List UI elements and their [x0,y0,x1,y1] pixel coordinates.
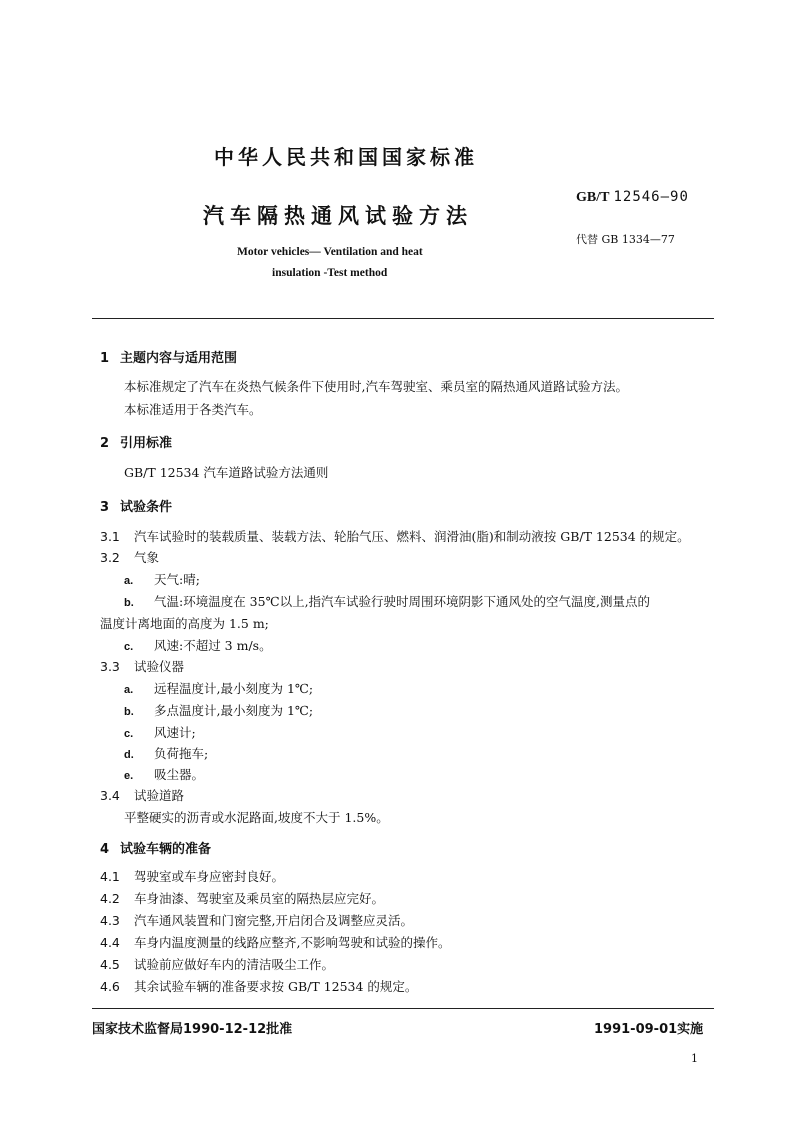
clause-3-3-title: 试验仪器 [134,659,185,674]
effective-date: 1991-09-01实施 [594,1022,704,1037]
replaces-note: 代替 GB 1334—77 [576,233,675,246]
clause-3-3-e-label: e. [124,770,134,782]
section-3-heading [100,496,172,515]
standard-code-prefix: GB/T [576,190,610,205]
approval-note: 国家技术监督局1990-12-12批准 [92,1022,293,1037]
standard-code [576,189,689,206]
clause-4-6 [100,977,417,995]
clause-4-1-number: 4.1 [100,869,120,884]
section-4-heading [100,838,211,857]
clause-3-2-c-label: c. [124,641,134,653]
standard-code-number: 12546—90 [613,189,689,205]
clause-3-3-e [124,765,204,783]
clause-4-1-text: 驾驶室或车身应密封良好。 [134,869,285,884]
clause-3-2-a-text: 天气:晴; [154,572,200,587]
clause-3-2 [100,548,159,566]
clause-3-2-a-label: a. [124,575,134,587]
clause-3-3-c-text: 风速计; [154,725,196,740]
clause-3-2-b-text-2: 温度计离地面的高度为 1.5 m; [100,616,269,631]
section-3-title: 试验条件 [120,500,173,515]
section-2-heading [100,432,172,451]
clause-4-5-number: 4.5 [100,957,120,972]
clause-3-3-a-label: a. [124,684,134,696]
clause-3-4 [100,786,184,804]
clause-4-5 [100,955,334,973]
clause-4-2-text: 车身油漆、驾驶室及乘员室的隔热层应完好。 [134,891,385,906]
clause-3-1 [100,527,690,545]
clause-4-3 [100,911,413,929]
english-title-line2: insulation -Test method [272,267,388,279]
clause-3-2-b-label: b. [124,597,134,609]
section-1-para-2: 本标准适用于各类汽车。 [124,402,262,417]
clause-3-2-b-text-1: 气温:环境温度在 35℃以上,指汽车试验行驶时周围环境阴影下通风处的空气温度,测量点的 [154,594,651,609]
clause-3-2-b [124,592,650,610]
clause-4-3-number: 4.3 [100,913,120,928]
clause-3-4-title: 试验道路 [134,788,185,803]
clause-4-4-text: 车身内温度测量的线路应整齐,不影响驾驶和试验的操作。 [134,935,451,950]
clause-3-3-b-text: 多点温度计,最小刻度为 1℃; [154,703,314,718]
clause-3-4-number: 3.4 [100,788,120,803]
english-title-line1: Motor vehicles— Ventilation and heat [237,246,423,258]
section-2-number: 2 [100,436,110,451]
header-divider [92,318,714,319]
clause-3-3-c [124,723,196,741]
page-number: 1 [691,1052,698,1065]
clause-3-2-c-text: 风速:不超过 3 m/s。 [154,638,272,653]
clause-3-3-d [124,744,208,762]
section-4-title: 试验车辆的准备 [120,842,212,857]
clause-3-4-text: 平整硬实的沥青或水泥路面,坡度不大于 1.5%。 [124,810,389,825]
clause-3-3-b-label: b. [124,706,134,718]
clause-3-2-number: 3.2 [100,550,120,565]
clause-3-3-d-text: 负荷拖车; [154,746,209,761]
footer-divider [92,1008,714,1009]
clause-3-3-number: 3.3 [100,659,120,674]
clause-4-1 [100,867,284,885]
clause-4-2-number: 4.2 [100,891,120,906]
clause-3-3-a-text: 远程温度计,最小刻度为 1℃; [154,681,314,696]
section-1-number: 1 [100,351,110,366]
clause-3-1-number: 3.1 [100,529,120,544]
clause-4-3-text: 汽车通风装置和门窗完整,开启闭合及调整应灵活。 [134,913,413,928]
section-2-title: 引用标准 [120,436,173,451]
clause-4-4-number: 4.4 [100,935,120,950]
clause-3-3-c-label: c. [124,728,134,740]
clause-3-3-a [124,679,313,697]
section-1-title: 主题内容与适用范围 [120,351,238,366]
national-standard-heading: 中华人民共和国国家标准 [214,145,478,169]
clause-3-1-text: 汽车试验时的装载质量、装载方法、轮胎气压、燃料、润滑油(脂)和制动液按 GB/T 12534 的规定。 [134,529,690,544]
section-2-reference: GB/T 12534 汽车道路试验方法通则 [124,465,329,480]
clause-3-3-b [124,701,313,719]
clause-3-3 [100,657,184,675]
clause-4-4 [100,933,450,951]
document-title: 汽车隔热通风试验方法 [203,204,473,228]
clause-3-3-d-label: d. [124,749,134,761]
section-1-para-1: 本标准规定了汽车在炎热气候条件下使用时,汽车驾驶室、乘员室的隔热通风道路试验方法。 [124,379,628,394]
section-3-number: 3 [100,500,110,515]
clause-4-2 [100,889,384,907]
clause-4-6-text: 其余试验车辆的准备要求按 GB/T 12534 的规定。 [134,979,418,994]
clause-3-2-a [124,570,200,588]
clause-3-2-c [124,636,272,654]
clause-4-5-text: 试验前应做好车内的清洁吸尘工作。 [134,957,335,972]
section-1-heading [100,347,237,366]
clause-3-3-e-text: 吸尘器。 [154,767,205,782]
clause-4-6-number: 4.6 [100,979,120,994]
clause-3-2-title: 气象 [134,550,160,565]
section-4-number: 4 [100,842,110,857]
